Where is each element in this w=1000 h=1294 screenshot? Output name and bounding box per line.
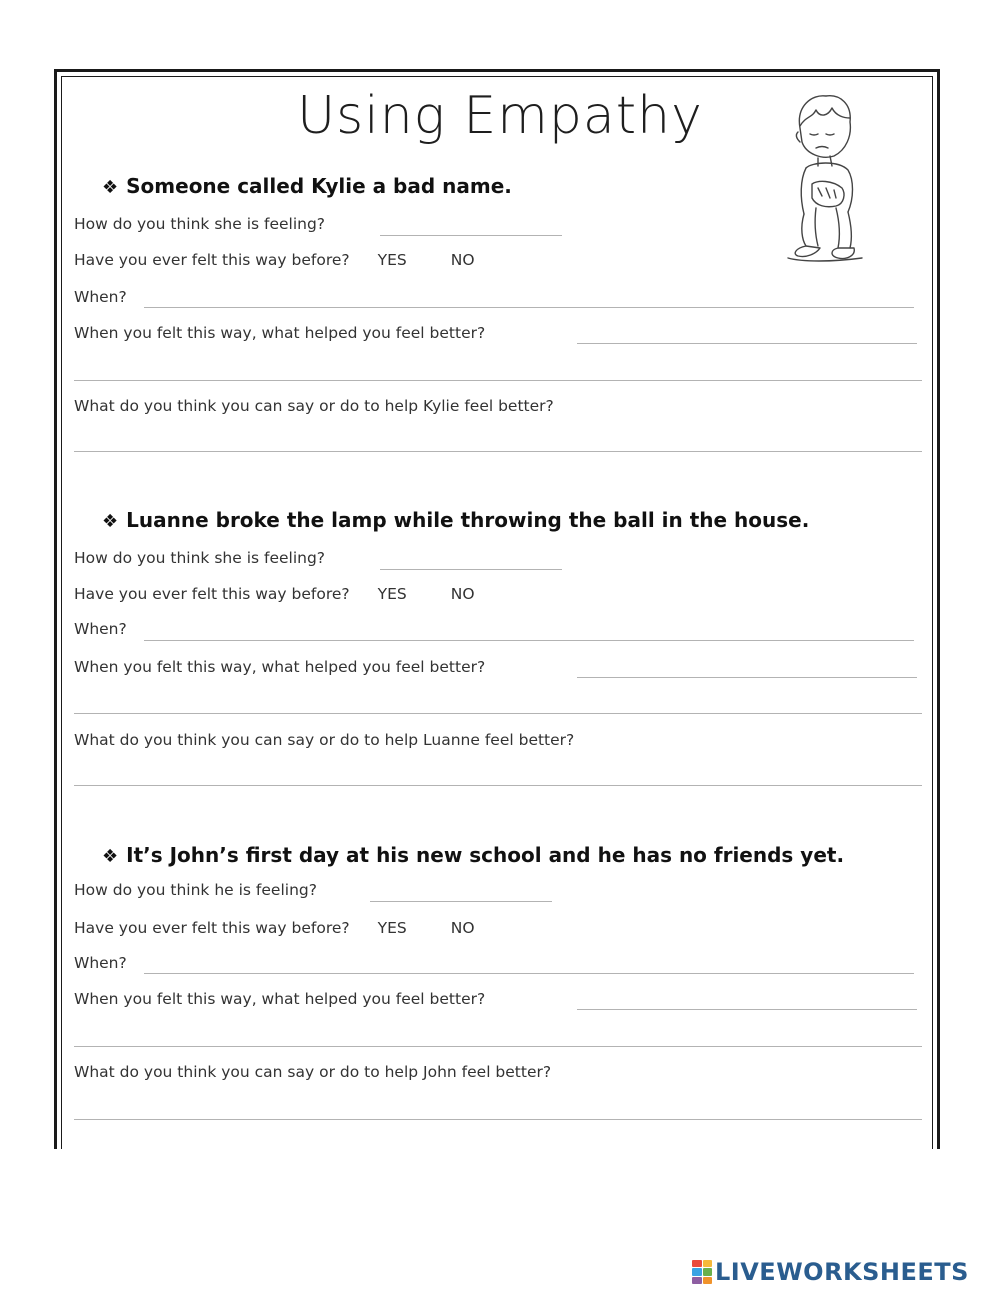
- liveworksheets-logo-icon: [692, 1260, 712, 1284]
- section-2-heading: [102, 510, 809, 531]
- liveworksheets-logo[interactable]: [692, 1257, 969, 1287]
- section-1-q1: How do you think she is feeling?: [74, 215, 326, 233]
- section-2-q5-answer-line[interactable]: [74, 785, 922, 786]
- section-1-yes-option[interactable]: YES: [377, 251, 407, 269]
- section-1-q2: [74, 253, 475, 269]
- section-2-q4-answer-line-2[interactable]: [74, 713, 922, 714]
- section-3-no-option[interactable]: NO: [450, 919, 475, 937]
- section-2-q1-answer-line[interactable]: [380, 569, 562, 570]
- section-2-yes-option[interactable]: YES: [377, 585, 407, 603]
- liveworksheets-logo-text: LIVEWORKSHEETS: [715, 1258, 969, 1286]
- section-1-q2-text: Have you ever felt this way before?: [74, 251, 350, 269]
- section-2-q3-answer-line[interactable]: [144, 640, 914, 641]
- diamond-bullet-icon: ❖: [102, 511, 119, 532]
- section-2-q2: [74, 587, 475, 603]
- section-1-no-option[interactable]: NO: [450, 251, 475, 269]
- section-2-q5: What do you think you can say or do to help Luanne feel better?: [74, 731, 575, 749]
- section-1-q4-answer-line-2[interactable]: [74, 380, 922, 381]
- section-3-q5: What do you think you can say or do to help John feel better?: [74, 1063, 552, 1081]
- section-1-q3: When?: [74, 288, 127, 306]
- section-1-q5: What do you think you can say or do to help Kylie feel better?: [74, 397, 554, 415]
- section-1-q5-answer-line[interactable]: [74, 451, 922, 452]
- section-2-q1: How do you think she is feeling?: [74, 549, 326, 567]
- section-3-q3-answer-line[interactable]: [144, 973, 914, 974]
- section-2-q4-answer-line[interactable]: [577, 677, 917, 678]
- section-1-q4-answer-line[interactable]: [577, 343, 917, 344]
- section-3-q2-text: Have you ever felt this way before?: [74, 919, 350, 937]
- section-3-q5-answer-line[interactable]: [74, 1119, 922, 1120]
- section-1-q1-answer-line[interactable]: [380, 235, 562, 236]
- section-3-q4-answer-line[interactable]: [577, 1009, 917, 1010]
- section-1-q3-answer-line[interactable]: [144, 307, 914, 308]
- section-3-q1-answer-line[interactable]: [370, 901, 552, 902]
- section-2-q4: When you felt this way, what helped you feel better?: [74, 658, 486, 676]
- diamond-bullet-icon: ❖: [102, 846, 119, 867]
- section-3-q1: How do you think he is feeling?: [74, 881, 317, 899]
- section-2-no-option[interactable]: NO: [450, 585, 475, 603]
- sad-boy-illustration: [782, 88, 868, 264]
- section-3-q4: When you felt this way, what helped you feel better?: [74, 990, 486, 1008]
- section-1-q4: When you felt this way, what helped you feel better?: [74, 324, 486, 342]
- page-title: Using Empathy: [297, 86, 703, 146]
- section-2-q2-text: Have you ever felt this way before?: [74, 585, 350, 603]
- diamond-bullet-icon: ❖: [102, 177, 119, 198]
- section-1-title: Someone called Kylie a bad name.: [126, 174, 512, 198]
- section-1-heading: [102, 176, 512, 197]
- section-3-q3: When?: [74, 954, 127, 972]
- section-3-q2: [74, 921, 475, 937]
- section-3-title: It’s John’s first day at his new school and he has no friends yet.: [126, 843, 845, 867]
- section-3-heading: [102, 845, 844, 866]
- section-3-yes-option[interactable]: YES: [377, 919, 407, 937]
- section-2-q3: When?: [74, 620, 127, 638]
- section-2-title: Luanne broke the lamp while throwing the ball in the house.: [126, 508, 810, 532]
- section-3-q4-answer-line-2[interactable]: [74, 1046, 922, 1047]
